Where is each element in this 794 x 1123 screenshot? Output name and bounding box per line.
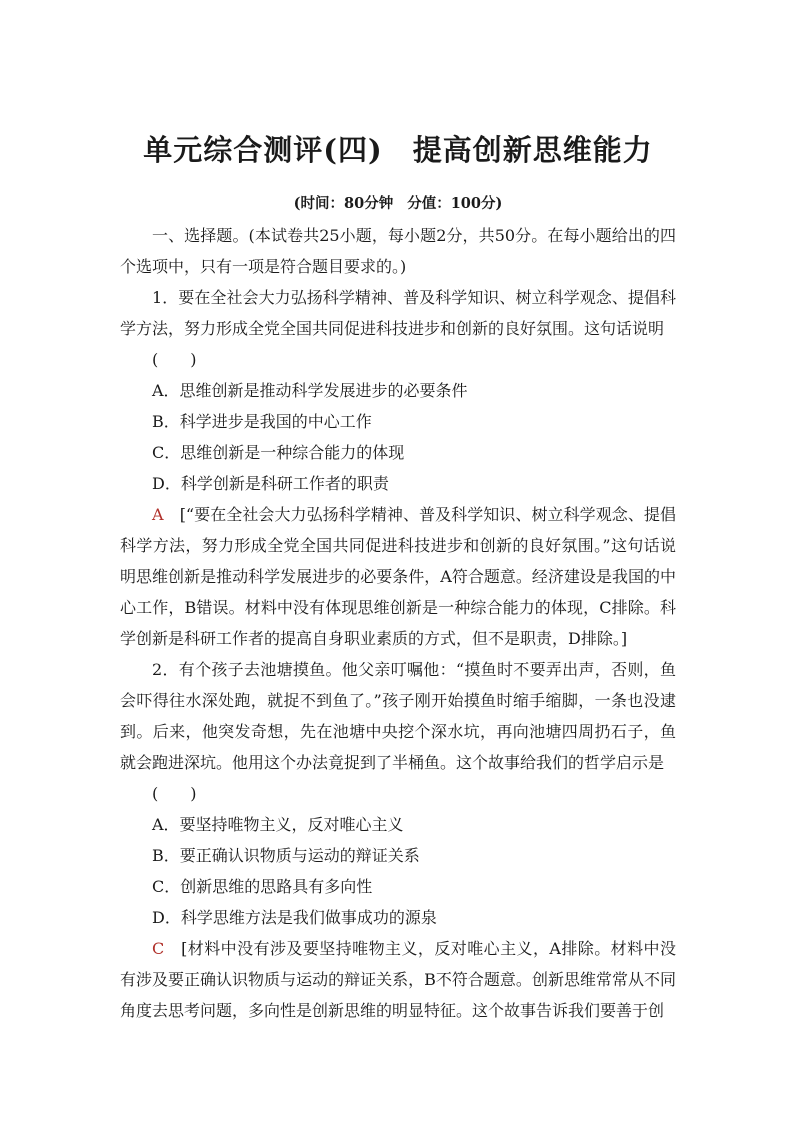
question-2-option-d: D．科学思维方法是我们做事成功的源泉 (152, 908, 437, 927)
document-body (120, 220, 676, 1026)
exam-time: (时间：80分钟 (293, 195, 394, 212)
question-1-option-d: D．科学创新是科研工作者的职责 (152, 474, 389, 493)
question-2-option-c: C．创新思维的思路具有多向性 (152, 877, 373, 896)
title-subtitle: 提高创新思维能力 (412, 133, 653, 167)
question-1-option-b: B．科学进步是我国的中心工作 (152, 412, 372, 431)
question-1-answer: A (152, 505, 164, 524)
title-main: 单元综合测评(四) (143, 133, 383, 167)
exam-score: 分值：100分) (407, 195, 503, 212)
question-2-option-b: B．要正确认识物质与运动的辩证关系 (152, 846, 420, 865)
answer-blank: ( ) (152, 784, 197, 803)
question-2-stem: 2．有个孩子去池塘摸鱼。他父亲叮嘱他：“摸鱼时不要弄出声，否则，鱼会吓得往水深处跑，就捉不到鱼了。”孩子刚开始摸鱼时缩手缩脚，一条也没逮到。后来，他突发奇想，先在池塘中央挖个深水坑，再向池塘四周扔石子，鱼就会跑进深坑。他用这个办法竟捉到了半桶鱼。这个故事给我们的哲学启示是 ( ) (120, 654, 676, 809)
question-1-option-a: A．思维创新是推动科学发展进步的必要条件 (152, 381, 468, 400)
page-title (120, 128, 676, 169)
question-2-answer: C (152, 939, 165, 958)
question-1-explanation: A [“要在全社会大力弘扬科学精神、普及科学知识、树立科学观念、提倡科学方法，努力形成全党全国共同促进科技进步和创新的良好氛围。”这句话说明思维创新是推动科学发展进步的必要条件，A符合题意。经济建设是我国的中心工作，B错误。材料中没有体现思维创新是一种综合能力的体现，C排除。科学创新是科研工作者的提高自身职业素质的方式，但不是职责，D排除。] (120, 505, 676, 648)
question-2-explanation: C [材料中没有涉及要坚持唯物主义，反对唯心主义，A排除。材料中没有涉及要正确认识物质与运动的辩证关系，B不符合题意。创新思维常常从不同角度去思考问题，多向性是创新思维的明显特征。这个故事告诉我们要善于创 (120, 939, 676, 1020)
question-1-option-c: C．思维创新是一种综合能力的体现 (152, 443, 405, 462)
question-2-option-a: A．要坚持唯物主义，反对唯心主义 (152, 815, 404, 834)
section-intro: 一、选择题。(本试卷共25小题，每小题2分，共50分。在每小题给出的四个选项中，只有一项是符合题目要求的。) (120, 226, 676, 276)
question-1-stem: 1．要在全社会大力弘扬科学精神、普及科学知识、树立科学观念、提倡科学方法，努力形成全党全国共同促进科技进步和创新的良好氛围。这句话说明 ( ) (120, 282, 676, 375)
exam-meta (120, 192, 676, 213)
answer-blank: ( ) (152, 350, 197, 369)
